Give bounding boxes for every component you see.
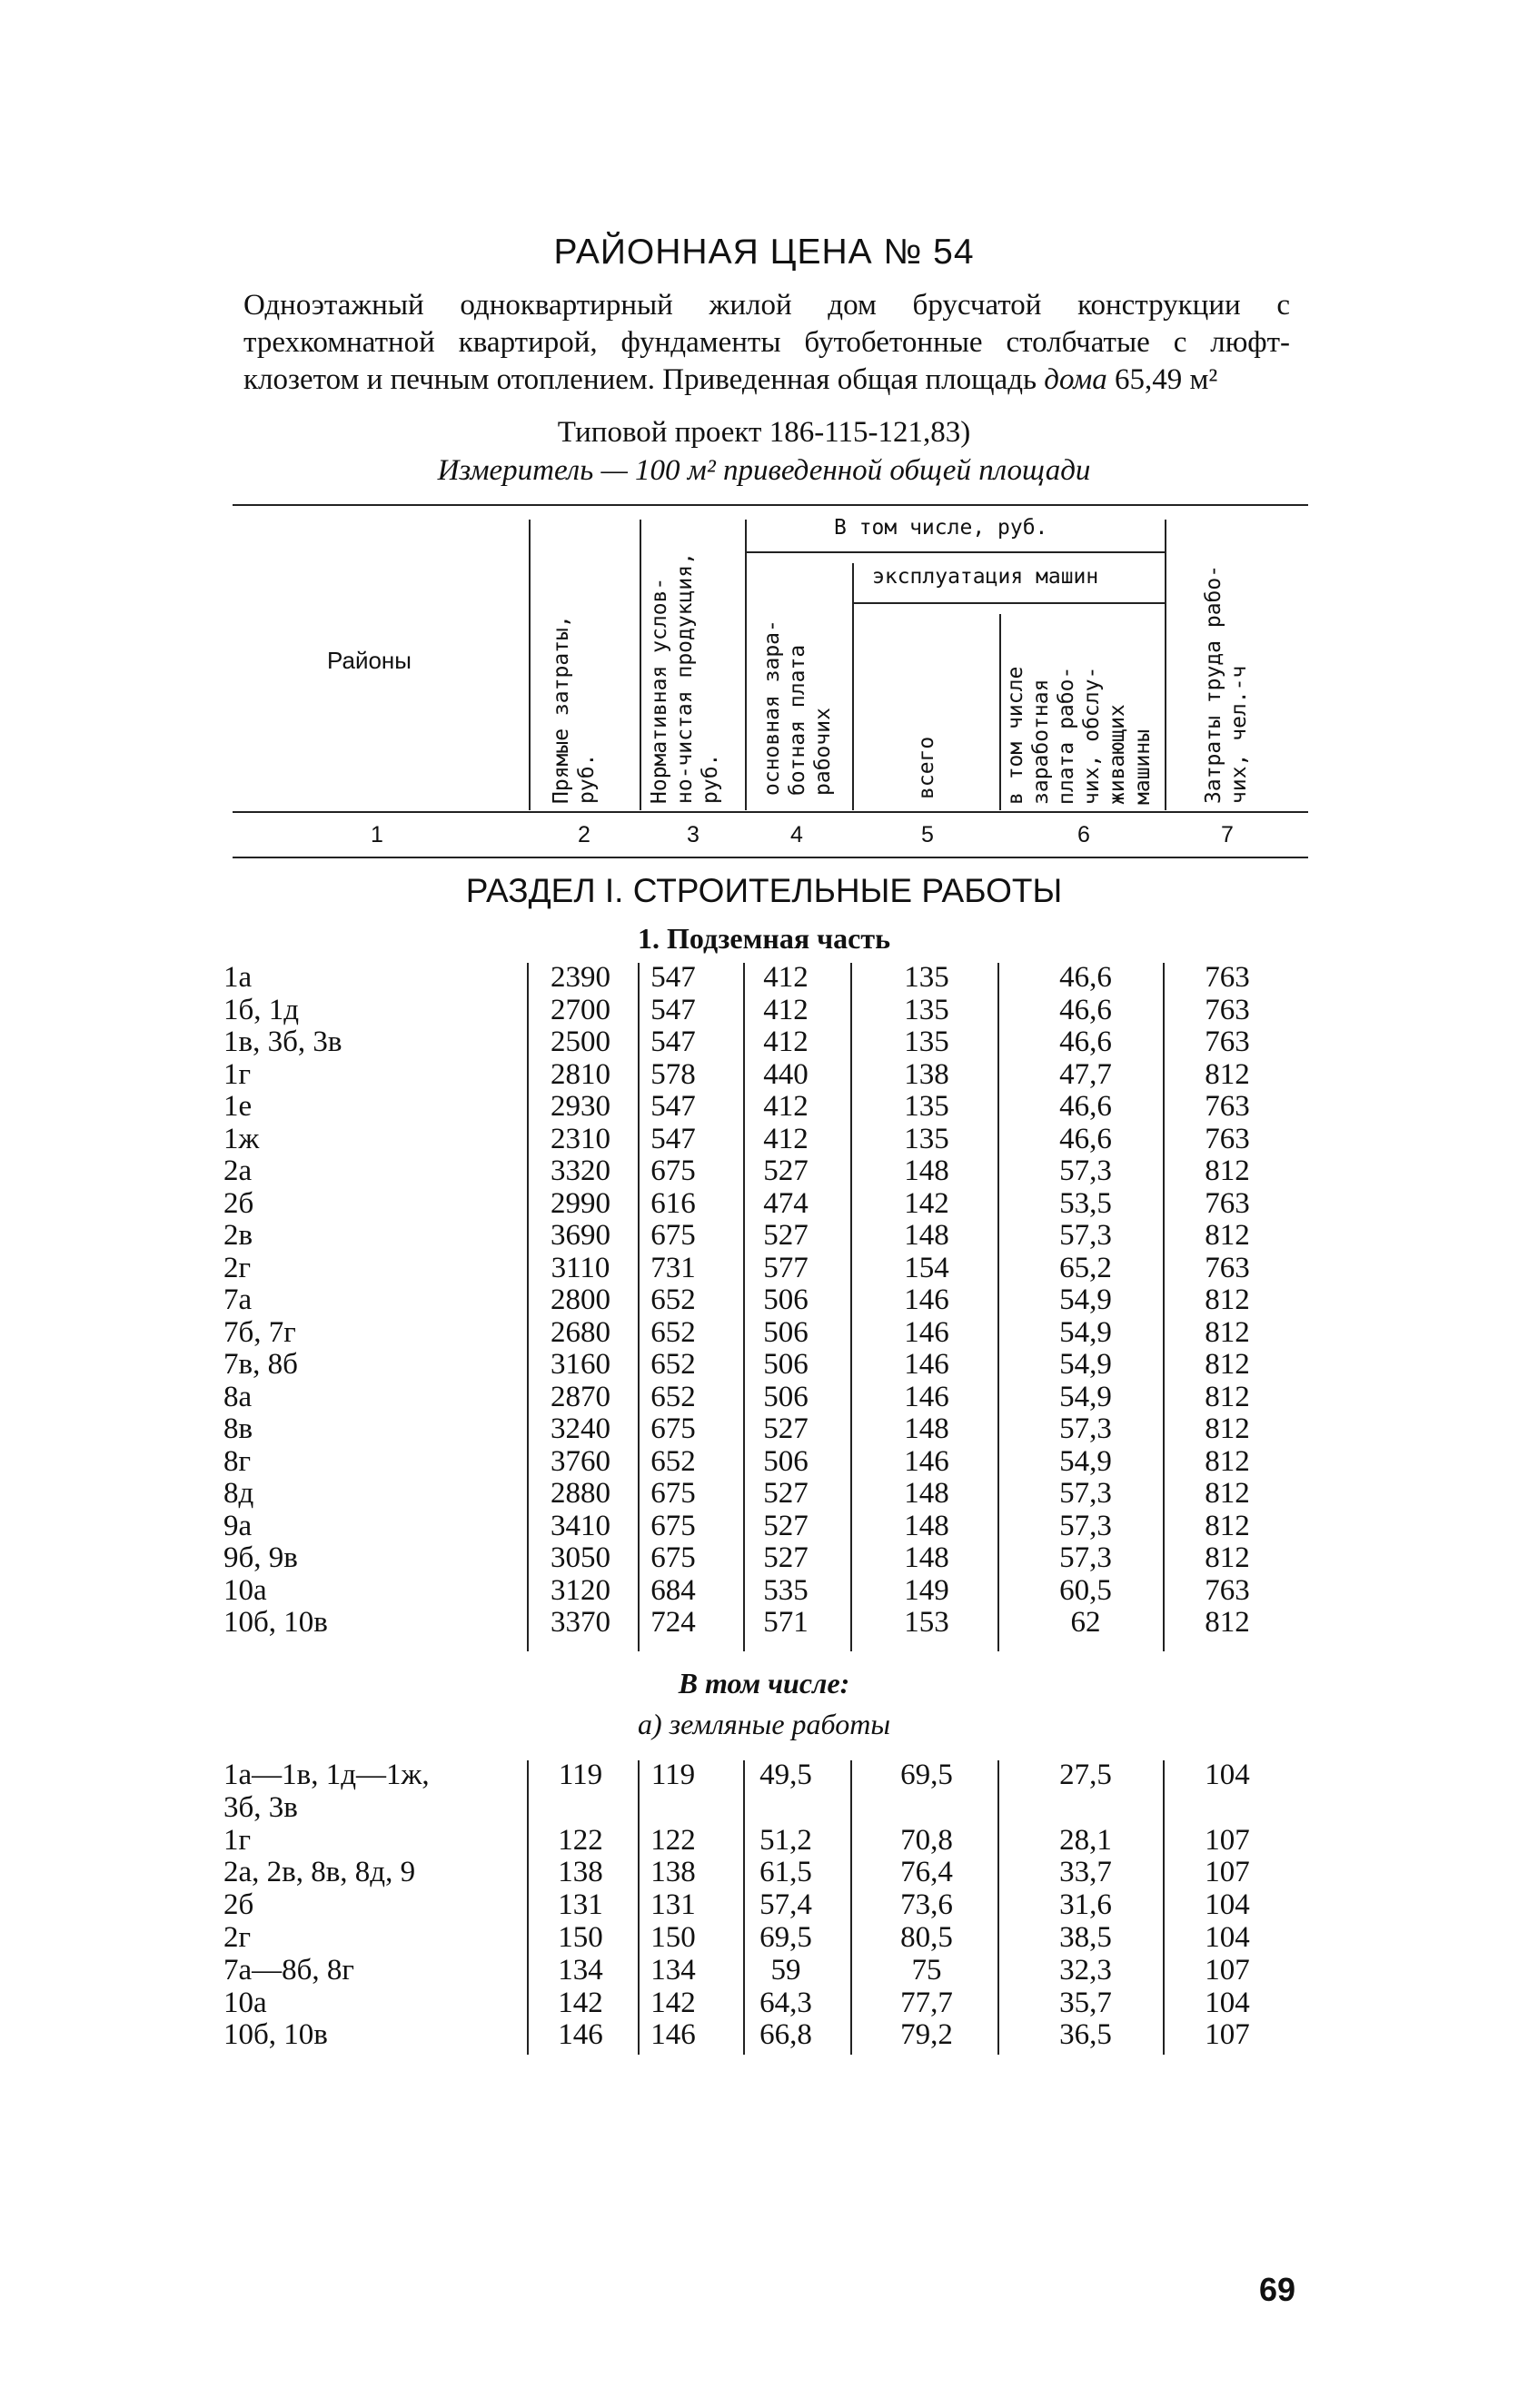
row-value-cell: 812 (1205, 1154, 1250, 1187)
row-value-cell: 412 (763, 1122, 809, 1155)
column-rule (743, 1760, 745, 2055)
row-value-cell: 146 (904, 1380, 949, 1413)
row-value-cell: 578 (650, 1057, 696, 1091)
row-value-cell: 812 (1205, 1541, 1250, 1574)
row-value-cell: 527 (763, 1509, 809, 1542)
row-value-cell: 73,6 (900, 1888, 953, 1922)
row-region-cell: 2б (223, 1888, 254, 1922)
col-number: 7 (1221, 822, 1234, 847)
row-value-cell: 506 (763, 1283, 809, 1316)
row-value-cell: 146 (904, 1348, 949, 1381)
row-value-cell: 2310 (551, 1122, 610, 1155)
row-value-cell: 36,5 (1059, 2018, 1112, 2052)
row-value-cell: 763 (1205, 1186, 1250, 1220)
col-number: 3 (687, 822, 700, 847)
column-number-rule (233, 857, 1308, 858)
row-value-cell: 763 (1205, 1573, 1250, 1607)
row-value-cell: 131 (558, 1888, 603, 1922)
row-value-cell: 46,6 (1059, 1026, 1112, 1058)
row-value-cell: 3370 (551, 1606, 610, 1639)
row-value-cell: 54,9 (1059, 1380, 1112, 1413)
row-value-cell: 3110 (551, 1251, 610, 1284)
row-value-cell: 2700 (551, 993, 610, 1026)
row-value-cell: 2930 (551, 1090, 610, 1123)
row-value-cell: 763 (1205, 1251, 1250, 1284)
row-value-cell: 57,3 (1059, 1154, 1112, 1187)
column-rule (850, 1760, 852, 2055)
row-value-cell: 107 (1205, 1856, 1250, 1889)
row-value-cell: 440 (763, 1057, 809, 1091)
row-value-cell: 675 (650, 1154, 696, 1187)
row-value-cell: 3240 (551, 1412, 610, 1445)
row-value-cell: 107 (1205, 2018, 1250, 2052)
row-value-cell: 3050 (551, 1541, 610, 1574)
table-row (0, 1283, 1528, 1316)
row-value-cell: 547 (650, 961, 696, 994)
row-value-cell: 731 (650, 1251, 696, 1284)
header-rayony: Районы (327, 647, 412, 674)
row-value-cell: 46,6 (1059, 1122, 1112, 1155)
row-value-cell: 812 (1205, 1444, 1250, 1478)
row-region-cell: 1е (223, 1090, 253, 1123)
row-value-cell: 75 (911, 1953, 942, 1987)
row-region-cell: 2а, 2в, 8в, 8д, 9 (223, 1856, 416, 1889)
row-value-cell: 412 (763, 993, 809, 1026)
row-value-cell: 527 (763, 1154, 809, 1187)
row-region-cell: 1а (223, 961, 253, 994)
meter-line: Измеритель — 100 м² приведенной общей площади (437, 454, 1091, 487)
row-value-cell: 47,7 (1059, 1057, 1112, 1091)
row-value-cell: 3690 (551, 1219, 610, 1252)
row-value-cell: 148 (904, 1541, 949, 1574)
row-value-cell: 412 (763, 1090, 809, 1123)
column-rule (527, 1760, 529, 2055)
row-value-cell: 46,6 (1059, 961, 1112, 994)
header-wages: основная зара- ботная плата рабочих (760, 619, 835, 796)
row-value-cell: 46,6 (1059, 993, 1112, 1026)
intro-area-value: 65,49 м² (1115, 363, 1218, 396)
row-value-cell: 38,5 (1059, 1921, 1112, 1954)
row-value-cell: 616 (650, 1186, 696, 1220)
row-value-cell: 812 (1205, 1509, 1250, 1542)
table-row (0, 1759, 1528, 1791)
row-value-cell: 812 (1205, 1219, 1250, 1252)
row-value-cell: 57,3 (1059, 1219, 1112, 1252)
row-value-cell: 104 (1205, 1759, 1250, 1791)
row-value-cell: 812 (1205, 1315, 1250, 1349)
row-region-cell: 7а (223, 1283, 253, 1316)
row-value-cell: 148 (904, 1154, 949, 1187)
row-value-cell: 104 (1205, 1986, 1250, 2019)
row-value-cell: 812 (1205, 1606, 1250, 1639)
col-divider-3 (745, 520, 747, 810)
row-value-cell: 527 (763, 1219, 809, 1252)
table-row (0, 1058, 1528, 1091)
row-value-cell: 2500 (551, 1026, 610, 1058)
table-row (0, 1187, 1528, 1220)
row-value-cell: 27,5 (1059, 1759, 1112, 1791)
row-value-cell: 135 (904, 1090, 949, 1123)
table-row (0, 1541, 1528, 1574)
col-divider-2 (640, 520, 641, 810)
row-value-cell: 3320 (551, 1154, 610, 1187)
row-region-cell: 1ж (223, 1122, 260, 1155)
row-value-cell: 135 (904, 961, 949, 994)
row-value-cell: 65,2 (1059, 1251, 1112, 1284)
row-value-cell: 142 (558, 1986, 603, 2019)
row-value-cell: 80,5 (900, 1921, 953, 1954)
table-row (0, 1574, 1528, 1607)
row-value-cell: 506 (763, 1444, 809, 1478)
row-region-cell: 9а (223, 1509, 253, 1542)
row-value-cell: 527 (763, 1412, 809, 1445)
incl-label: В том числе: (678, 1667, 850, 1699)
header-direct-costs: Прямые затраты, руб. (550, 615, 599, 804)
table-row (0, 2018, 1528, 2051)
row-value-cell: 2990 (551, 1186, 610, 1220)
row-region-cell: 2а (223, 1154, 253, 1187)
row-value-cell: 119 (558, 1759, 603, 1791)
in-that-number-rule (745, 551, 1165, 553)
row-value-cell: 146 (904, 1444, 949, 1478)
row-value-cell: 571 (763, 1606, 809, 1639)
row-value-cell: 28,1 (1059, 1823, 1112, 1857)
row-value-cell: 77,7 (900, 1986, 953, 2019)
row-region-cell: 8а (223, 1380, 253, 1413)
row-value-cell: 148 (904, 1412, 949, 1445)
table-row (0, 1348, 1528, 1381)
row-value-cell: 138 (904, 1057, 949, 1091)
row-value-cell: 652 (650, 1283, 696, 1316)
row-value-cell: 684 (650, 1573, 696, 1607)
row-value-cell: 49,5 (759, 1759, 812, 1791)
row-value-cell: 32,3 (1059, 1953, 1112, 1987)
row-value-cell: 35,7 (1059, 1986, 1112, 2019)
column-rule (638, 1760, 640, 2055)
table-row (0, 1154, 1528, 1187)
row-value-cell: 2680 (551, 1315, 610, 1349)
header-in-that-number: В том числе, руб. (834, 516, 1048, 540)
row-value-cell: 107 (1205, 1953, 1250, 1987)
row-value-cell: 153 (904, 1606, 949, 1639)
row-value-cell: 148 (904, 1477, 949, 1510)
row-value-cell: 652 (650, 1315, 696, 1349)
table-row (0, 1412, 1528, 1445)
row-value-cell: 474 (763, 1186, 809, 1220)
intro-paragraph (243, 287, 1290, 399)
row-value-cell: 53,5 (1059, 1186, 1112, 1220)
row-region-cell: 10а (223, 1986, 267, 2019)
row-value-cell: 135 (904, 1122, 949, 1155)
row-region-cell: 10б, 10в (223, 1606, 328, 1639)
table-row (0, 1316, 1528, 1349)
row-region-cell: 7а—8б, 8г (223, 1953, 354, 1987)
row-value-cell: 134 (558, 1953, 603, 1987)
row-value-cell: 131 (650, 1888, 696, 1922)
row-region-cell: 1а—1в, 1д—1ж, (223, 1759, 430, 1791)
row-region-cell: 2в (223, 1219, 253, 1252)
project-line: Типовой проект 186-115-121,83) (557, 416, 971, 449)
row-value-cell: 119 (650, 1759, 696, 1791)
row-value-cell: 135 (904, 993, 949, 1026)
row-value-cell: 54,9 (1059, 1315, 1112, 1349)
row-value-cell: 57,3 (1059, 1412, 1112, 1445)
row-region-cell: 2г (223, 1251, 252, 1284)
row-value-cell: 46,6 (1059, 1090, 1112, 1123)
row-value-cell: 412 (763, 1026, 809, 1058)
row-value-cell: 2390 (551, 961, 610, 994)
row-value-cell: 3410 (551, 1509, 610, 1542)
row-value-cell: 675 (650, 1477, 696, 1510)
table-row (0, 1510, 1528, 1542)
table-row (0, 994, 1528, 1026)
table-row (0, 1252, 1528, 1284)
row-value-cell: 138 (558, 1856, 603, 1889)
row-value-cell: 59 (770, 1953, 801, 1987)
row-value-cell: 60,5 (1059, 1573, 1112, 1607)
row-value-cell: 149 (904, 1573, 949, 1607)
row-value-cell: 122 (650, 1823, 696, 1857)
row-value-cell: 547 (650, 1122, 696, 1155)
row-value-cell: 135 (904, 1026, 949, 1058)
row-region-cell: 2б (223, 1186, 254, 1220)
subsection-heading: 1. Подземная часть (637, 922, 891, 955)
header-normative: Нормативная услов- но-чистая продукция, руб. (648, 552, 722, 804)
col-number: 4 (790, 822, 803, 847)
column-rule (850, 963, 852, 1651)
row-value-cell: 104 (1205, 1888, 1250, 1922)
table-row (0, 1856, 1528, 1888)
row-value-cell: 57,3 (1059, 1509, 1112, 1542)
row-value-cell: 812 (1205, 1057, 1250, 1091)
row-value-cell: 412 (763, 961, 809, 994)
intro-text: Одноэтажный одноквартирный жилой дом брусчатой конструкции с трехкомнатной квартирой, фундаменты бутобетонные столбчатые с люфт-клозетом и печным отоплением. Приведенная общая площадь (243, 289, 1290, 396)
table-row (0, 961, 1528, 994)
row-value-cell: 61,5 (759, 1856, 812, 1889)
row-value-cell: 812 (1205, 1348, 1250, 1381)
row-value-cell: 33,7 (1059, 1856, 1112, 1889)
row-region-cell: 1г (223, 1057, 252, 1091)
header-machines: эксплуатация машин (872, 565, 1099, 589)
col-divider-1 (529, 520, 531, 810)
row-value-cell: 57,3 (1059, 1541, 1112, 1574)
row-value-cell: 527 (763, 1541, 809, 1574)
row-region-cell: 1г (223, 1823, 252, 1857)
column-rule (638, 963, 640, 1651)
header-total: всего (915, 736, 938, 799)
table-row (0, 1606, 1528, 1639)
row-value-cell: 763 (1205, 1026, 1250, 1058)
row-region-cell: 8в (223, 1412, 253, 1445)
row-value-cell: 148 (904, 1509, 949, 1542)
row-value-cell: 107 (1205, 1823, 1250, 1857)
row-value-cell: 69,5 (900, 1759, 953, 1791)
page-number: 69 (1259, 2271, 1296, 2308)
row-value-cell: 154 (904, 1251, 949, 1284)
row-value-cell: 547 (650, 993, 696, 1026)
table-row (0, 1477, 1528, 1510)
table-row (0, 1445, 1528, 1478)
row-region-cell: 1в, 3б, 3в (223, 1026, 342, 1058)
row-value-cell: 146 (904, 1315, 949, 1349)
row-value-cell: 675 (650, 1541, 696, 1574)
row-value-cell: 3760 (551, 1444, 610, 1478)
table-row (0, 1219, 1528, 1252)
row-value-cell: 652 (650, 1444, 696, 1478)
row-region-cell: 10б, 10в (223, 2018, 328, 2052)
row-value-cell: 57,4 (759, 1888, 812, 1922)
table-row (0, 1921, 1528, 1954)
table-row (0, 1888, 1528, 1921)
table-row (0, 1090, 1528, 1123)
table-row (0, 1123, 1528, 1155)
row-value-cell: 104 (1205, 1921, 1250, 1954)
row-value-cell: 148 (904, 1219, 949, 1252)
row-value-cell: 79,2 (900, 2018, 953, 2052)
table-row (0, 1791, 1528, 1824)
col-divider-4 (852, 563, 854, 810)
row-value-cell: 146 (904, 1283, 949, 1316)
row-value-cell: 812 (1205, 1380, 1250, 1413)
row-value-cell: 506 (763, 1315, 809, 1349)
row-value-cell: 652 (650, 1348, 696, 1381)
header-bottom-rule (233, 811, 1308, 813)
row-region-cell: 2г (223, 1921, 252, 1954)
row-region-cell: 3б, 3в (223, 1790, 298, 1824)
row-value-cell: 2870 (551, 1380, 610, 1413)
row-value-cell: 547 (650, 1090, 696, 1123)
row-value-cell: 763 (1205, 993, 1250, 1026)
row-region-cell: 8г (223, 1444, 252, 1478)
row-region-cell: 1б, 1д (223, 993, 300, 1026)
col-number: 5 (921, 822, 934, 847)
row-value-cell: 64,3 (759, 1986, 812, 2019)
col-number: 2 (578, 822, 590, 847)
row-region-cell: 10а (223, 1573, 267, 1607)
header-machine-wages: в том числе заработная плата рабо- чих, обслу- живающих машины (1004, 666, 1155, 805)
column-rule (997, 1760, 999, 2055)
row-value-cell: 675 (650, 1509, 696, 1542)
table-row (0, 1987, 1528, 2019)
row-region-cell: 7б, 7г (223, 1315, 296, 1349)
machines-rule (854, 602, 1165, 604)
row-region-cell: 9б, 9в (223, 1541, 298, 1574)
row-value-cell: 675 (650, 1219, 696, 1252)
row-value-cell: 69,5 (759, 1921, 812, 1954)
row-region-cell: 7в, 8б (223, 1348, 298, 1381)
row-value-cell: 70,8 (900, 1823, 953, 1857)
row-value-cell: 763 (1205, 1122, 1250, 1155)
row-value-cell: 812 (1205, 1477, 1250, 1510)
row-value-cell: 66,8 (759, 2018, 812, 2052)
col-number: 1 (371, 822, 383, 847)
header-labor: Затраты труда рабо- чих, чел.-ч (1202, 564, 1251, 804)
row-value-cell: 57,3 (1059, 1477, 1112, 1510)
column-rule (527, 963, 529, 1651)
row-value-cell: 54,9 (1059, 1348, 1112, 1381)
row-value-cell: 652 (650, 1380, 696, 1413)
row-value-cell: 134 (650, 1953, 696, 1987)
row-value-cell: 138 (650, 1856, 696, 1889)
table-row (0, 1824, 1528, 1857)
row-value-cell: 527 (763, 1477, 809, 1510)
row-region-cell: 8д (223, 1477, 254, 1510)
row-value-cell: 724 (650, 1606, 696, 1639)
table-row (0, 1381, 1528, 1413)
row-value-cell: 535 (763, 1573, 809, 1607)
row-value-cell: 506 (763, 1380, 809, 1413)
column-rule (1163, 963, 1165, 1651)
header-top-rule (233, 504, 1308, 506)
row-value-cell: 150 (558, 1921, 603, 1954)
page-title: РАЙОННАЯ ЦЕНА № 54 (553, 233, 975, 272)
row-value-cell: 675 (650, 1412, 696, 1445)
row-value-cell: 812 (1205, 1283, 1250, 1316)
row-value-cell: 2800 (551, 1283, 610, 1316)
col-divider-6 (1165, 520, 1166, 810)
row-value-cell: 54,9 (1059, 1444, 1112, 1478)
row-value-cell: 142 (904, 1186, 949, 1220)
row-value-cell: 812 (1205, 1412, 1250, 1445)
col-divider-5 (999, 614, 1001, 810)
col-number: 6 (1077, 822, 1090, 847)
row-value-cell: 547 (650, 1026, 696, 1058)
row-value-cell: 150 (650, 1921, 696, 1954)
column-rule (743, 963, 745, 1651)
section-heading: РАЗДЕЛ I. СТРОИТЕЛЬНЫЕ РАБОТЫ (465, 872, 1063, 909)
row-value-cell: 146 (558, 2018, 603, 2052)
table-row (0, 1954, 1528, 1987)
row-value-cell: 76,4 (900, 1856, 953, 1889)
intro-area-label: дома (1044, 363, 1107, 396)
row-value-cell: 146 (650, 2018, 696, 2052)
column-rule (997, 963, 999, 1651)
row-value-cell: 763 (1205, 961, 1250, 994)
row-value-cell: 31,6 (1059, 1888, 1112, 1922)
column-rule (1163, 1760, 1165, 2055)
row-value-cell: 122 (558, 1823, 603, 1857)
row-value-cell: 62 (1070, 1606, 1101, 1639)
row-value-cell: 3120 (551, 1573, 610, 1607)
table-row (0, 1026, 1528, 1058)
row-value-cell: 142 (650, 1986, 696, 2019)
row-value-cell: 2810 (551, 1057, 610, 1091)
row-value-cell: 3160 (551, 1348, 610, 1381)
row-value-cell: 51,2 (759, 1823, 812, 1857)
earth-works-label: а) земляные работы (638, 1708, 890, 1740)
row-value-cell: 577 (763, 1251, 809, 1284)
row-value-cell: 506 (763, 1348, 809, 1381)
row-value-cell: 54,9 (1059, 1283, 1112, 1316)
row-value-cell: 763 (1205, 1090, 1250, 1123)
row-value-cell: 2880 (551, 1477, 610, 1510)
